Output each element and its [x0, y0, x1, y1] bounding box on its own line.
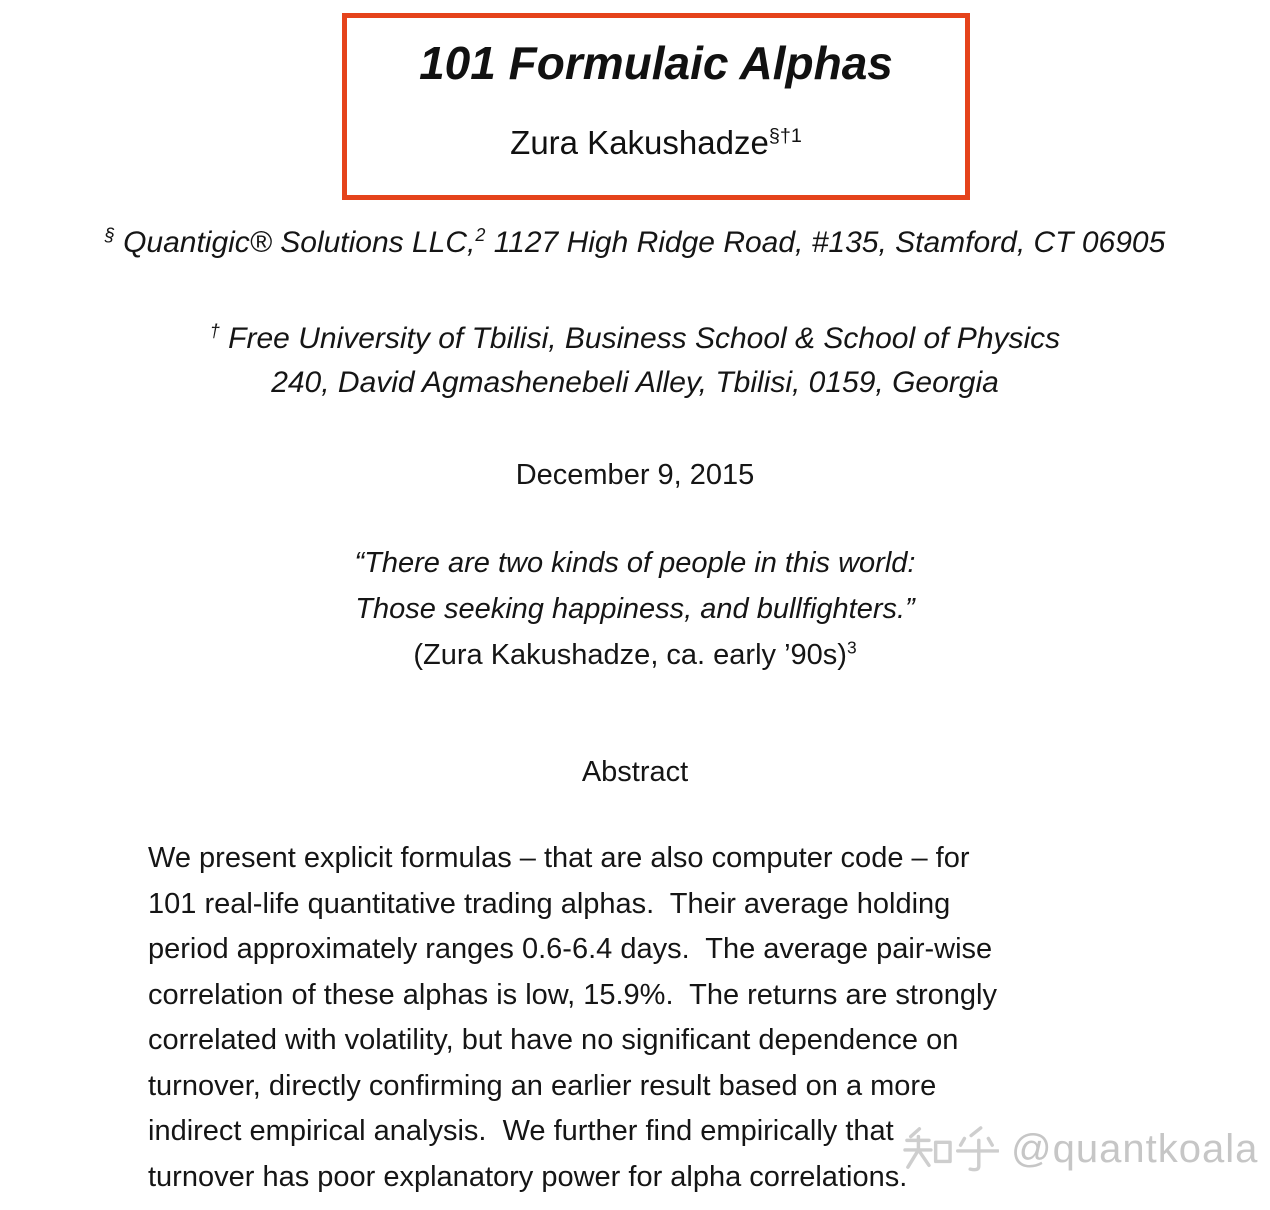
quote-line1: “There are two kinds of people in this world: [354, 547, 916, 579]
quote-line2: Those seeking happiness, and bullfighters.” [355, 593, 915, 625]
author-line [347, 124, 965, 162]
abstract-line: correlated with volatility, but have no significant dependence on [148, 1024, 959, 1056]
abstract-line: period approximately ranges 0.6-6.4 days. The average pair-wise [148, 933, 993, 965]
abstract-heading: Abstract [581, 756, 689, 788]
abstract-line: indirect empirical analysis. We further find empirically that [148, 1115, 894, 1147]
abstract-line: 101 real-life quantitative trading alphas. Their average holding [148, 887, 951, 920]
epigraph-quote [0, 540, 1270, 678]
quote-attribution-text: (Zura Kakushadze, ca. early ’90s) [413, 639, 847, 671]
watermark-handle: @quantkoala [1011, 1126, 1259, 1171]
affiliation-footnote-2: 2 [475, 225, 486, 245]
author-name: Zura Kakushadze [510, 124, 769, 161]
affiliation-address: 1127 High Ridge Road, #135, Stamford, CT 06905 [485, 226, 1166, 259]
affiliation-quantigic [0, 226, 1270, 260]
abstract-line: correlation of these alphas is low, 15.9%. The returns are strongly [148, 978, 997, 1011]
abstract-line: turnover, directly confirming an earlier result based on a more [148, 1069, 937, 1102]
affiliation-marker-section: § [104, 225, 115, 245]
author-footnote-marks: §†1 [768, 125, 802, 147]
affiliation-name: Quantigic® Solutions LLC, [114, 226, 476, 259]
abstract-line: We present explicit formulas – that are also computer code – for [148, 842, 970, 874]
abstract-paragraph [148, 836, 1168, 1200]
quote-footnote-3: 3 [846, 637, 857, 658]
paper-title: 101 Formulaic Alphas [419, 37, 893, 89]
paper-date: December 9, 2015 [515, 459, 755, 491]
affiliation-marker-dagger: † [209, 321, 220, 341]
affiliation-university-line2: 240, David Agmashenebeli Alley, Tbilisi, 0159, Georgia [271, 366, 999, 399]
title-box [342, 13, 970, 200]
affiliation-university-line1 [0, 317, 1270, 361]
affiliation-university-name: Free University of Tbilisi, Business School & School of Physics [219, 322, 1061, 355]
quote-attribution [0, 632, 1270, 678]
abstract-line: turnover has poor explanatory power for alpha correlations. [148, 1160, 908, 1193]
affiliation-university [0, 317, 1270, 405]
